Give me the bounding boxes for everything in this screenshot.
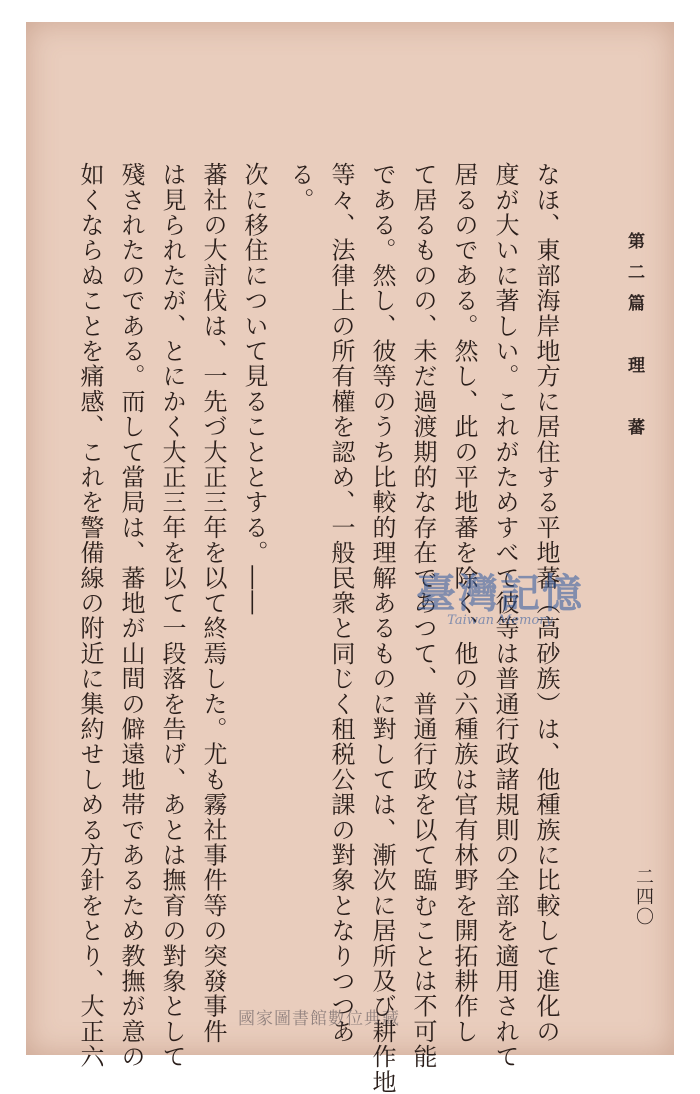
document-page bbox=[26, 22, 674, 1094]
chapter-header: 第二篇 理 蕃 bbox=[624, 232, 644, 449]
watermark-subtitle: Taiwan Memory bbox=[447, 613, 553, 628]
text-column: 等々、法律上の所有權を認め、一般民衆と同じく租税公課の對象となりつつあ bbox=[327, 162, 355, 1044]
text-column: 居るのである。然し、此の平地蕃を除く、他の六種族は官有林野を開拓耕作し bbox=[450, 162, 478, 1044]
text-column: は見られたが、とにかく大正三年を以て一段落を告げ、あとは撫育の對象として bbox=[158, 162, 186, 1070]
text-column: て居るものの、未だ過渡期的な存在であつて、普通行政を以て臨むことは不可能 bbox=[409, 162, 437, 1070]
text-column: る。 bbox=[286, 162, 314, 213]
text-column: 殘されたのである。而して當局は、蕃地が山間の僻遠地帯であるため教撫が意の bbox=[117, 162, 145, 1070]
text-column: 次に移住について見ることとする。―― bbox=[240, 162, 268, 616]
text-column: である。然し、彼等のうち比較的理解あるものに對しては、漸次に居所及び耕作地 bbox=[368, 162, 396, 1094]
footer-stamp: 國家圖書館數位典藏 bbox=[238, 1009, 400, 1029]
text-column: 蕃社の大討伐は、一先づ大正三年を以て終焉した。尤も霧社事件等の突發事件 bbox=[199, 162, 227, 1044]
page-number: 二四〇 bbox=[633, 867, 654, 927]
text-column: 度が大いに著しい。これがためすべて彼等は普通行政諸規則の全部を適用されて bbox=[491, 162, 519, 1070]
text-column: 如くならぬことを痛感、これを警備線の附近に集約せしめる方針をとり、大正六 bbox=[76, 162, 104, 1070]
watermark-logo bbox=[416, 562, 584, 628]
watermark-title: 臺灣記憶 bbox=[416, 570, 584, 617]
text-column: なほ、東部海岸地方に居住する平地蕃（高砂族）は、他種族に比較して進化の bbox=[532, 162, 560, 1044]
